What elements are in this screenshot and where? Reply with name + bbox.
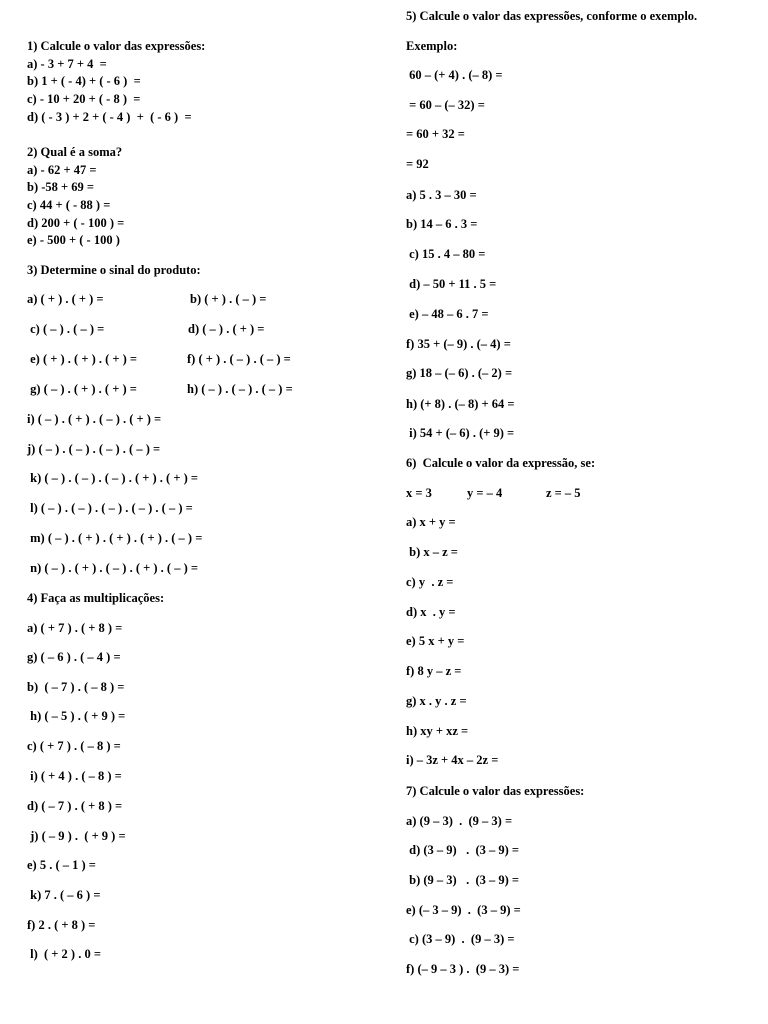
question-6-item: h) xy + xz = [406, 724, 469, 738]
question-6-item: b) x – z = [406, 545, 458, 559]
question-1-item-c: c) - 10 + 20 + ( - 8 ) = [27, 92, 141, 106]
question-3-item-d: d) ( – ) . ( + ) = [188, 322, 265, 336]
question-7-item: b) (9 – 3) . (3 – 9) = [406, 873, 520, 887]
question-6-item: d) x . y = [406, 605, 456, 619]
question-7-item: d) (3 – 9) . (3 – 9) = [406, 843, 520, 857]
question-2-item-e: e) - 500 + ( - 100 ) [27, 233, 120, 247]
question-4-item: k) 7 . ( – 6 ) = [27, 888, 101, 902]
question-3-item-b: b) ( + ) . ( – ) = [190, 292, 267, 306]
question-4-item: a) ( + 7 ) . ( + 8 ) = [27, 621, 123, 635]
question-6-item: e) 5 x + y = [406, 634, 465, 648]
question-3-item-e: e) ( + ) . ( + ) . ( + ) = [27, 352, 138, 366]
question-3-item-n: n) ( – ) . ( + ) . ( – ) . ( + ) . ( – ) = [27, 561, 198, 575]
question-4-item: i) ( + 4 ) . ( – 8 ) = [27, 769, 122, 783]
question-4-item: g) ( – 6 ) . ( – 4 ) = [27, 650, 121, 664]
question-3-item-i: i) ( – ) . ( + ) . ( – ) . ( + ) = [27, 412, 162, 426]
question-5-item: f) 35 + (– 9) . (– 4) = [406, 337, 511, 351]
question-1-title: 1) Calcule o valor das expressões: [27, 39, 206, 53]
question-3-item-j: j) ( – ) . ( – ) . ( – ) . ( – ) = [27, 442, 161, 456]
question-7-item: a) (9 – 3) . (9 – 3) = [406, 814, 513, 828]
question-2-item-d: d) 200 + ( - 100 ) = [27, 216, 125, 230]
question-6-item: f) 8 y – z = [406, 664, 462, 678]
question-3-item-m: m) ( – ) . ( + ) . ( + ) . ( + ) . ( – ) = [27, 531, 203, 545]
question-4-item: c) ( + 7 ) . ( – 8 ) = [27, 739, 121, 753]
question-4-item: f) 2 . ( + 8 ) = [27, 918, 96, 932]
question-3-item-k: k) ( – ) . ( – ) . ( – ) . ( + ) . ( + ) = [27, 471, 198, 485]
example-label: Exemplo: [406, 39, 458, 53]
question-7-item: e) (– 3 – 9) . (3 – 9) = [406, 903, 521, 917]
question-6-title: 6) Calcule o valor da expressão, se: [406, 456, 596, 470]
question-5-title: 5) Calcule o valor das expressões, conforme o exemplo. [406, 9, 698, 23]
question-3-title: 3) Determine o sinal do produto: [27, 263, 201, 277]
question-5-item: a) 5 . 3 – 30 = [406, 188, 477, 202]
question-1-item-d: d) ( - 3 ) + 2 + ( - 4 ) + ( - 6 ) = [27, 110, 192, 124]
question-1-item-b: b) 1 + ( - 4) + ( - 6 ) = [27, 74, 141, 88]
example-step: 60 – (+ 4) . (– 8) = [406, 68, 503, 82]
question-5-item: i) 54 + (– 6) . (+ 9) = [406, 426, 515, 440]
example-step: = 60 + 32 = [406, 127, 465, 141]
question-3-item-g: g) ( – ) . ( + ) . ( + ) = [27, 382, 137, 396]
question-5-item: h) (+ 8) . (– 8) + 64 = [406, 397, 515, 411]
example-step: = 60 – (– 32) = [406, 98, 485, 112]
question-5-item: e) – 48 – 6 . 7 = [406, 307, 489, 321]
question-5-item: c) 15 . 4 – 80 = [406, 247, 486, 261]
question-4-item: b) ( – 7 ) . ( – 8 ) = [27, 680, 125, 694]
variable-z: z = – 5 [546, 486, 581, 500]
question-4-item: j) ( – 9 ) . ( + 9 ) = [27, 829, 126, 843]
question-3-item-a: a) ( + ) . ( + ) = [27, 292, 104, 306]
question-6-item: g) x . y . z = [406, 694, 467, 708]
question-5-item: g) 18 – (– 6) . (– 2) = [406, 366, 513, 380]
question-5-item: b) 14 – 6 . 3 = [406, 217, 478, 231]
question-2-title: 2) Qual é a soma? [27, 145, 123, 159]
question-2-item-a: a) - 62 + 47 = [27, 163, 97, 177]
question-4-title: 4) Faça as multiplicações: [27, 591, 165, 605]
question-4-item: e) 5 . ( – 1 ) = [27, 858, 96, 872]
example-step: = 92 [406, 157, 429, 171]
variable-y: y = – 4 [467, 486, 503, 500]
question-3-item-h: h) ( – ) . ( – ) . ( – ) = [187, 382, 293, 396]
variable-x: x = 3 [406, 486, 432, 500]
question-3-item-l: l) ( – ) . ( – ) . ( – ) . ( – ) . ( – ) = [27, 501, 193, 515]
question-4-item: l) ( + 2 ) . 0 = [27, 947, 101, 961]
question-3-item-f: f) ( + ) . ( – ) . ( – ) = [187, 352, 291, 366]
question-7-item: f) (– 9 – 3 ) . (9 – 3) = [406, 962, 520, 976]
question-3-item-c: c) ( – ) . ( – ) = [27, 322, 105, 336]
question-4-item: d) ( – 7 ) . ( + 8 ) = [27, 799, 123, 813]
question-1-item-a: a) - 3 + 7 + 4 = [27, 57, 107, 71]
question-7-item: c) (3 – 9) . (9 – 3) = [406, 932, 515, 946]
question-4-item: h) ( – 5 ) . ( + 9 ) = [27, 709, 126, 723]
question-2-item-c: c) 44 + ( - 88 ) = [27, 198, 111, 212]
question-5-item: d) – 50 + 11 . 5 = [406, 277, 497, 291]
question-6-item: i) – 3z + 4x – 2z = [406, 753, 499, 767]
question-6-item: a) x + y = [406, 515, 456, 529]
question-6-item: c) y . z = [406, 575, 454, 589]
question-7-title: 7) Calcule o valor das expressões: [406, 784, 585, 798]
question-2-item-b: b) -58 + 69 = [27, 180, 95, 194]
